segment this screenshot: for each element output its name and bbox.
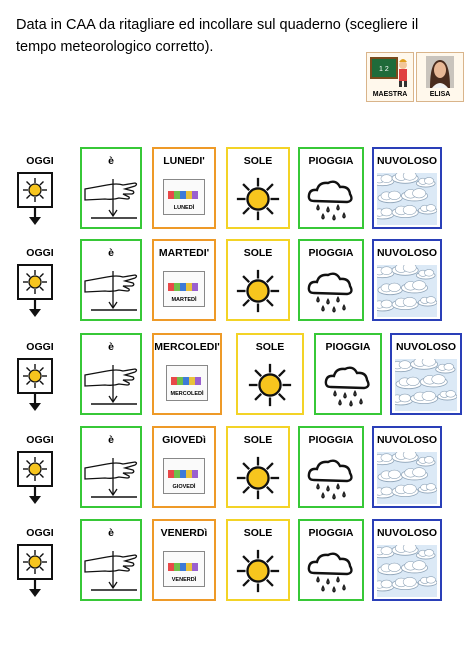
student-photo	[420, 56, 460, 88]
sun-card-caption: SOLE	[243, 247, 273, 259]
cloud-card-caption: NUVOLOSO	[376, 527, 438, 539]
day-card-caption: MERCOLEDI'	[154, 341, 220, 353]
rain-cloud-icon	[306, 549, 356, 593]
sun-card-caption: SOLE	[255, 341, 285, 353]
rain-card-caption: PIOGGIA	[308, 527, 354, 539]
badge-label: ELISA	[429, 91, 451, 98]
oggi-label: OGGI	[26, 247, 54, 259]
sun-card-caption: SOLE	[243, 527, 273, 539]
cloud-card[interactable]	[372, 426, 442, 508]
sun-icon	[246, 361, 294, 409]
day-card[interactable]	[152, 333, 222, 415]
verb-card-caption: è	[108, 527, 114, 539]
today-sun-arrow-icon	[16, 171, 56, 227]
rain-card-caption: PIOGGIA	[308, 247, 354, 259]
today-sun-arrow-icon	[16, 263, 56, 319]
sun-card[interactable]	[226, 239, 290, 321]
badge-maestra	[366, 52, 414, 102]
cloud-card[interactable]	[390, 333, 462, 415]
cloud-card-caption: NUVOLOSO	[376, 247, 438, 259]
day-card[interactable]	[152, 147, 216, 229]
hand-gesture-icon	[83, 267, 139, 313]
day-card-caption: GIOVEDì	[162, 434, 206, 446]
sun-card-caption: SOLE	[243, 434, 273, 446]
day-card-caption: LUNEDI'	[163, 155, 205, 167]
oggi-label: OGGI	[26, 155, 54, 167]
cloudy-sky-icon	[377, 265, 437, 317]
verb-card-caption: è	[108, 247, 114, 259]
day-row	[0, 239, 474, 321]
teacher-at-blackboard-icon	[370, 56, 410, 88]
cloud-card-caption: NUVOLOSO	[376, 434, 438, 446]
verb-card-caption: è	[108, 341, 114, 353]
weekday-symbol-icon	[163, 179, 205, 215]
verb-card-caption: è	[108, 155, 114, 167]
today-sun-arrow-icon	[16, 543, 56, 599]
today-sun-arrow-icon	[16, 357, 56, 413]
cloudy-sky-icon	[395, 359, 457, 411]
cloud-card[interactable]	[372, 147, 442, 229]
weekday-symbol-icon	[163, 458, 205, 494]
sun-card[interactable]	[226, 147, 290, 229]
weekday-symbol-label: VENERDÌ	[171, 577, 197, 583]
weekday-symbol-icon	[166, 365, 208, 401]
oggi-label: OGGI	[26, 341, 54, 353]
day-card-caption: VENERDì	[160, 527, 208, 539]
day-row	[0, 333, 474, 415]
verb-card[interactable]	[80, 239, 142, 321]
badge-label: MAESTRA	[372, 91, 408, 98]
day-row	[0, 519, 474, 601]
day-card-caption: MARTEDI'	[158, 247, 210, 259]
cloud-card[interactable]	[372, 519, 442, 601]
sun-card-caption: SOLE	[243, 155, 273, 167]
hand-gesture-icon	[83, 361, 139, 407]
rain-card[interactable]	[298, 519, 364, 601]
rain-card[interactable]	[298, 147, 364, 229]
page-title: Data in CAA da ritagliare ed incollare sul quaderno (scegliere il tempo meteorologico corretto).	[16, 17, 419, 55]
rain-cloud-icon	[306, 269, 356, 313]
weekday-symbol-label: MERCOLEDÌ	[170, 391, 204, 397]
cloudy-sky-icon	[377, 545, 437, 597]
cloud-card-caption: NUVOLOSO	[376, 155, 438, 167]
sun-icon	[234, 175, 282, 223]
cloud-card[interactable]	[372, 239, 442, 321]
cloud-card-caption: NUVOLOSO	[395, 341, 457, 353]
rain-card[interactable]	[298, 239, 364, 321]
oggi-label: OGGI	[26, 527, 54, 539]
hand-gesture-icon	[83, 547, 139, 593]
weekday-symbol-label: GIOVEDÌ	[172, 484, 196, 490]
verb-card[interactable]	[80, 333, 142, 415]
day-card[interactable]	[152, 239, 216, 321]
sun-icon	[234, 454, 282, 502]
sun-card[interactable]	[236, 333, 304, 415]
today-sun-arrow-icon	[16, 450, 56, 506]
cloudy-sky-icon	[377, 452, 437, 504]
day-row	[0, 426, 474, 508]
weekday-symbol-label: LUNEDÌ	[173, 205, 195, 211]
rain-card-caption: PIOGGIA	[308, 155, 354, 167]
rain-cloud-icon	[323, 363, 373, 407]
sun-icon	[234, 267, 282, 315]
rain-card[interactable]	[298, 426, 364, 508]
rain-card-caption: PIOGGIA	[308, 434, 354, 446]
oggi-label: OGGI	[26, 434, 54, 446]
weekday-symbol-icon	[163, 551, 205, 587]
svg-text:1 2: 1 2	[379, 66, 389, 73]
sun-icon	[234, 547, 282, 595]
badge-elisa	[416, 52, 464, 102]
hand-gesture-icon	[83, 454, 139, 500]
day-card[interactable]	[152, 426, 216, 508]
weekday-symbol-icon	[163, 271, 205, 307]
rain-cloud-icon	[306, 177, 356, 221]
verb-card[interactable]	[80, 147, 142, 229]
rain-cloud-icon	[306, 456, 356, 500]
verb-card-caption: è	[108, 434, 114, 446]
verb-card[interactable]	[80, 519, 142, 601]
day-row	[0, 147, 474, 229]
cloudy-sky-icon	[377, 173, 437, 225]
sun-card[interactable]	[226, 519, 290, 601]
sun-card[interactable]	[226, 426, 290, 508]
rain-card-caption: PIOGGIA	[325, 341, 371, 353]
hand-gesture-icon	[83, 175, 139, 221]
rain-card[interactable]	[314, 333, 382, 415]
verb-card[interactable]	[80, 426, 142, 508]
weekday-symbol-label: MARTEDÌ	[171, 297, 197, 303]
day-card[interactable]	[152, 519, 216, 601]
